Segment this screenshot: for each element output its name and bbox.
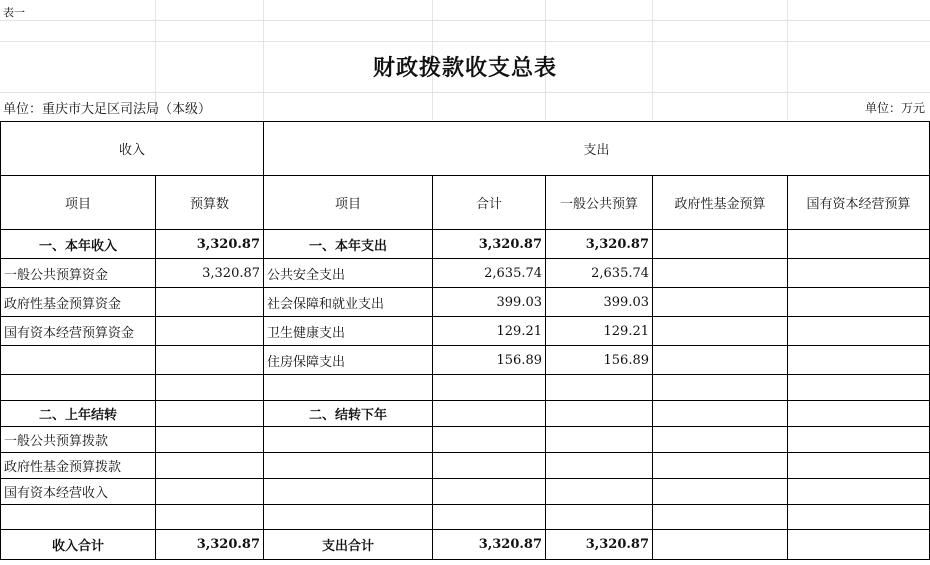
budget-summary-table [0, 121, 930, 560]
expense-general: 156.89 [546, 346, 653, 375]
expense-general: 129.21 [546, 317, 653, 346]
expense-item: 住房保障支出 [264, 346, 433, 375]
income-item: 一、本年收入 [1, 230, 156, 259]
income-item: 一般公共预算资金 [1, 259, 156, 288]
income-item: 国有资本经营预算资金 [1, 317, 156, 346]
expense-capital [788, 505, 930, 530]
table-row [1, 505, 930, 530]
expense-total: 156.89 [433, 346, 546, 375]
page-title: 财政拨款收支总表 [372, 55, 557, 81]
income-value [156, 453, 264, 479]
total-header: 合计 [433, 176, 546, 230]
expense-capital [788, 346, 930, 375]
expense-general [546, 505, 653, 530]
expense-item-header: 项目 [264, 176, 433, 230]
expense-general: 399.03 [546, 288, 653, 317]
expense-total-label: 支出合计 [264, 530, 433, 560]
income-value: 3,320.87 [156, 230, 264, 259]
expense-general-total: 3,320.87 [546, 530, 653, 560]
expense-capital [788, 453, 930, 479]
expense-item [264, 427, 433, 453]
income-value [156, 479, 264, 505]
income-item [1, 505, 156, 530]
table-row [1, 453, 930, 479]
expense-total [433, 427, 546, 453]
fund-budget-header: 政府性基金预算 [653, 176, 788, 230]
income-item: 二、上年结转 [1, 401, 156, 427]
expense-total [433, 479, 546, 505]
expense-total [433, 505, 546, 530]
general-budget-header: 一般公共预算 [546, 176, 653, 230]
expense-capital [788, 427, 930, 453]
income-budget-header: 预算数 [156, 176, 264, 230]
capital-budget-header: 国有资本经营预算 [788, 176, 930, 230]
income-value [156, 401, 264, 427]
expense-general [546, 375, 653, 401]
expense-fund [653, 259, 788, 288]
expense-total: 2,635.74 [433, 259, 546, 288]
unit-currency: 单位：万元 [864, 101, 925, 115]
expense-item [264, 453, 433, 479]
income-value [156, 505, 264, 530]
expense-fund [653, 346, 788, 375]
income-item: 国有资本经营收入 [1, 479, 156, 505]
expense-capital [788, 288, 930, 317]
income-item-header: 项目 [1, 176, 156, 230]
expense-item [264, 479, 433, 505]
income-value [156, 427, 264, 453]
expense-fund [653, 375, 788, 401]
income-total-value: 3,320.87 [156, 530, 264, 560]
expense-capital [788, 230, 930, 259]
income-item: 政府性基金预算拨款 [1, 453, 156, 479]
expense-item [264, 375, 433, 401]
expense-general [546, 401, 653, 427]
expense-item: 二、结转下年 [264, 401, 433, 427]
table-row [1, 288, 930, 317]
income-value [156, 288, 264, 317]
expense-item [264, 505, 433, 530]
expense-capital-total [788, 530, 930, 560]
table-caption: 表一 [3, 6, 25, 19]
expense-general [546, 427, 653, 453]
table-row [1, 401, 930, 427]
expense-general [546, 479, 653, 505]
expense-fund [653, 230, 788, 259]
income-item [1, 346, 156, 375]
expense-capital [788, 259, 930, 288]
expense-total [433, 375, 546, 401]
expense-total: 3,320.87 [433, 230, 546, 259]
income-item: 一般公共预算拨款 [1, 427, 156, 453]
table-row [1, 230, 930, 259]
expense-fund [653, 453, 788, 479]
expense-fund [653, 401, 788, 427]
expense-total: 399.03 [433, 288, 546, 317]
expense-item: 公共安全支出 [264, 259, 433, 288]
expense-fund [653, 505, 788, 530]
table-row [1, 479, 930, 505]
income-header: 收入 [1, 122, 264, 176]
income-value [156, 375, 264, 401]
table-row [1, 259, 930, 288]
expense-item: 社会保障和就业支出 [264, 288, 433, 317]
table-row [1, 375, 930, 401]
expense-item: 卫生健康支出 [264, 317, 433, 346]
income-value: 3,320.87 [156, 259, 264, 288]
table-row [1, 317, 930, 346]
income-value [156, 346, 264, 375]
expense-fund [653, 317, 788, 346]
expense-general: 3,320.87 [546, 230, 653, 259]
table-row [1, 346, 930, 375]
table-row [1, 427, 930, 453]
expense-total [433, 401, 546, 427]
expense-fund-total [653, 530, 788, 560]
income-item: 政府性基金预算资金 [1, 288, 156, 317]
income-value [156, 317, 264, 346]
expense-capital [788, 479, 930, 505]
totals-row [1, 530, 930, 560]
expense-total-value: 3,320.87 [433, 530, 546, 560]
expense-general: 2,635.74 [546, 259, 653, 288]
expense-total: 129.21 [433, 317, 546, 346]
unit-organization: 单位：重庆市大足区司法局（本级） [3, 102, 212, 117]
expense-general [546, 453, 653, 479]
expense-fund [653, 288, 788, 317]
expense-header: 支出 [264, 122, 930, 176]
income-total-label: 收入合计 [1, 530, 156, 560]
expense-capital [788, 401, 930, 427]
expense-fund [653, 427, 788, 453]
expense-fund [653, 479, 788, 505]
expense-total [433, 453, 546, 479]
expense-item: 一、本年支出 [264, 230, 433, 259]
expense-capital [788, 317, 930, 346]
expense-capital [788, 375, 930, 401]
income-item [1, 375, 156, 401]
